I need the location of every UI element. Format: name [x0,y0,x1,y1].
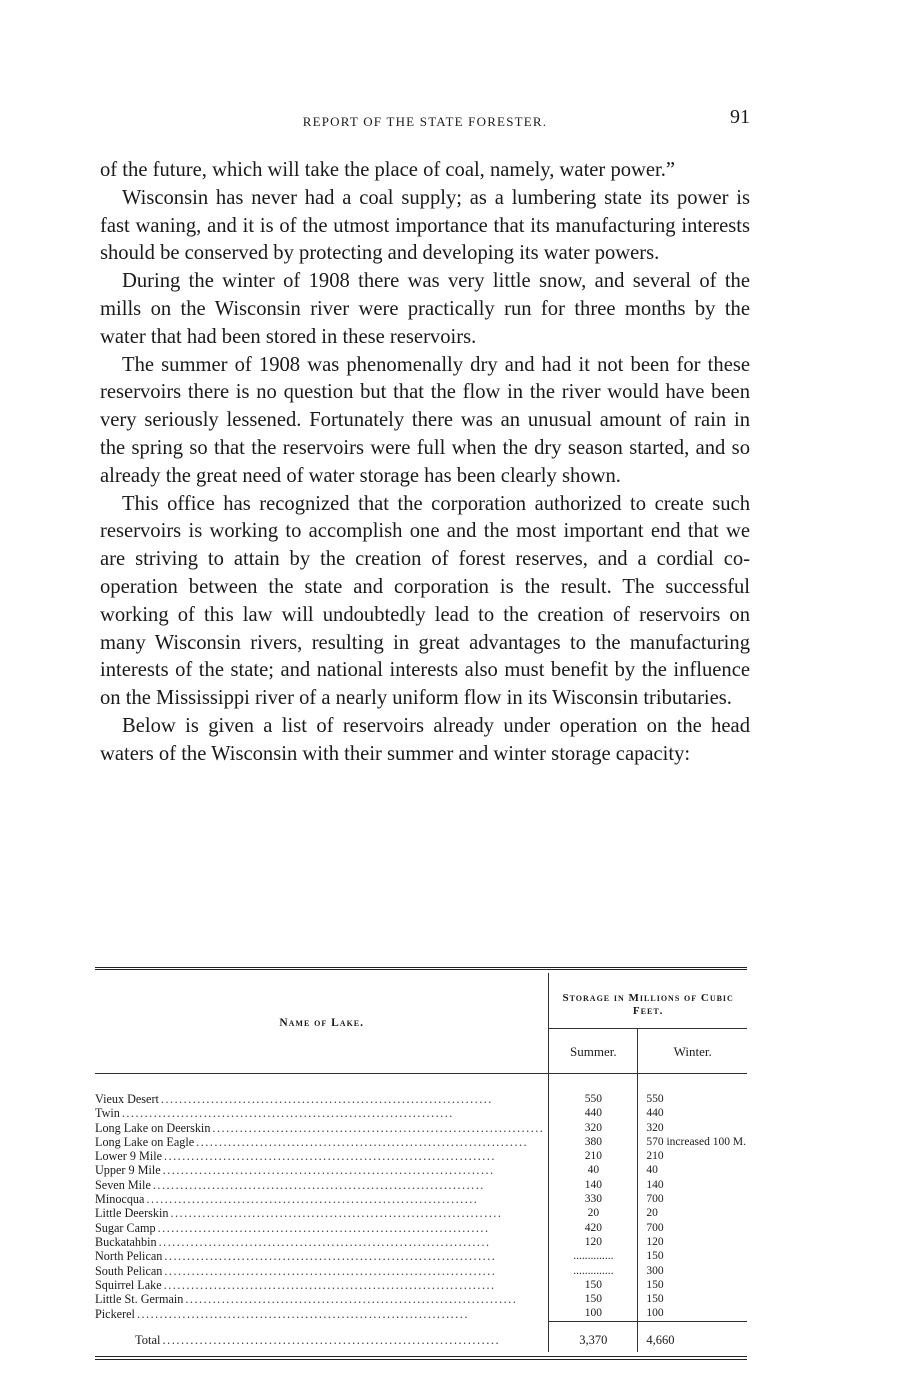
paragraph: This office has recognized that the corporation authorized to create such reservoirs is working to accomplish one and the most important end that we are striving to attain by the creation of forest reserves, and a cordial co-operation between the state and corporation is the result. The successful working of this law will undoubtedly lead to the creation of reservoirs on many Wisconsin rivers, resulting in great advantages to the manufacturing interests of the state; and national interests also must benefit by the influence on the Mississippi river of a nearly uniform flow in its Wisconsin tributaries. [100,492,750,710]
table-row [95,1249,747,1263]
paragraph: The summer of 1908 was phenomenally dry and had it not been for these reservoirs there is no question but that the flow in the river would have been very seriously lessened. Fortunately there was an unusual amount of rain in the spring so that the reservoirs were full when the dry season started, and so already the great need of water storage has been clearly shown. [100,353,750,487]
paragraph: of the future, which will take the place of coal, namely, water power.” [100,159,676,181]
summer-value: 440 [549,1106,638,1120]
lake-name: Upper 9 Mile ......................................................................... [95,1163,495,1178]
header-storage: Storage in Millions of Cubic Feet. [549,973,747,1028]
table-row [95,1306,747,1321]
summer-value: 330 [549,1192,638,1206]
page-number: 91 [730,106,750,128]
winter-value: 140 [638,1178,747,1192]
lake-name: Twin ......................................................................... [95,1106,454,1121]
table-row [95,1135,747,1149]
running-title: REPORT OF THE STATE FORESTER. [302,114,548,129]
lake-name: Squirrel Lake ......................................................................... [95,1277,496,1292]
summer-value: 120 [549,1235,638,1249]
winter-value: 150 [638,1278,747,1292]
winter-value: 40 [638,1163,747,1177]
total-summer: 3,370 [549,1321,638,1352]
winter-value: 700 [638,1221,747,1235]
lake-name: Sugar Camp ......................................................................... [95,1220,490,1235]
header-summer: Summer. [549,1028,638,1073]
winter-value: 100 [638,1306,747,1321]
table-spacer-row [95,1074,747,1093]
lake-name: Lower 9 Mile ......................................................................... [95,1149,496,1164]
winter-value: 300 [638,1264,747,1278]
winter-value: 550 [638,1092,747,1106]
table-row [95,1235,747,1249]
lake-name: Little St. Germain ......................................................................... [95,1292,518,1307]
table-row [95,1292,747,1306]
lake-name: Buckatahbin ......................................................................... [95,1234,491,1249]
winter-value: 700 [638,1192,747,1206]
winter-value: 150 [638,1292,747,1306]
summer-value: 150 [549,1292,638,1306]
running-head [100,106,750,134]
table-row [95,1264,747,1278]
table-row [95,1178,747,1192]
summer-value: 40 [549,1163,638,1177]
table-bottom-rule [95,1356,747,1360]
winter-value: 570 increased 100 M. [638,1135,747,1149]
summer-value: .............. [549,1249,638,1263]
summer-value: 210 [549,1149,638,1163]
total-label: Total ......................................................................... [135,1332,501,1347]
summer-value: 150 [549,1278,638,1292]
summer-value: 100 [549,1306,638,1321]
table-row [95,1192,747,1206]
winter-value: 440 [638,1106,747,1120]
winter-value: 120 [638,1235,747,1249]
total-row [95,1321,747,1352]
summer-value: 20 [549,1206,638,1220]
lake-name: Pickerel ......................................................................... [95,1306,469,1321]
winter-value: 20 [638,1206,747,1220]
lake-name: Long Lake on Deerskin ......................................................................... [95,1120,545,1135]
winter-value: 320 [638,1121,747,1135]
reservoir-table [95,967,747,1360]
table-row [95,1121,747,1135]
lake-name: Long Lake on Eagle ......................................................................... [95,1134,529,1149]
lake-name: Seven Mile ......................................................................... [95,1177,485,1192]
summer-value: 140 [549,1178,638,1192]
header-winter: Winter. [638,1028,747,1073]
table-row [95,1092,747,1106]
lake-name: Minocqua ......................................................................... [95,1192,479,1207]
table-row [95,1278,747,1292]
lake-name: Vieux Desert ......................................................................... [95,1092,493,1106]
summer-value: 420 [549,1221,638,1235]
table-row [95,1206,747,1220]
lake-name: South Pelican ......................................................................... [95,1263,497,1278]
paragraph: During the winter of 1908 there was very little snow, and several of the mills on the Wisconsin river were practically run for three months by the water that had been stored in these reservoirs. [100,270,750,348]
paragraph: Below is given a list of reservoirs already under operation on the head waters of the Wisconsin with their summer and winter storage capacity: [100,714,750,765]
summer-value: 380 [549,1135,638,1149]
body-text [100,157,750,769]
total-winter: 4,660 [638,1321,747,1352]
lake-name: North Pelican ......................................................................... [95,1249,497,1264]
winter-value: 150 [638,1249,747,1263]
table-row [95,1106,747,1120]
paragraph: Wisconsin has never had a coal supply; as a lumbering state its power is fast waning, and it is of the utmost importance that its manufacturing interests should be conserved by protecting and developing its water powers. [100,186,750,265]
table-row [95,1163,747,1177]
table-body [95,1074,747,1322]
storage-table [95,973,747,1352]
summer-value: .............. [549,1264,638,1278]
table-row [95,1221,747,1235]
header-name-of-lake: Name of Lake. [95,973,549,1074]
table-row [95,1149,747,1163]
summer-value: 320 [549,1121,638,1135]
summer-value: 550 [549,1092,638,1106]
lake-name: Little Deerskin ......................................................................... [95,1206,503,1221]
winter-value: 210 [638,1149,747,1163]
